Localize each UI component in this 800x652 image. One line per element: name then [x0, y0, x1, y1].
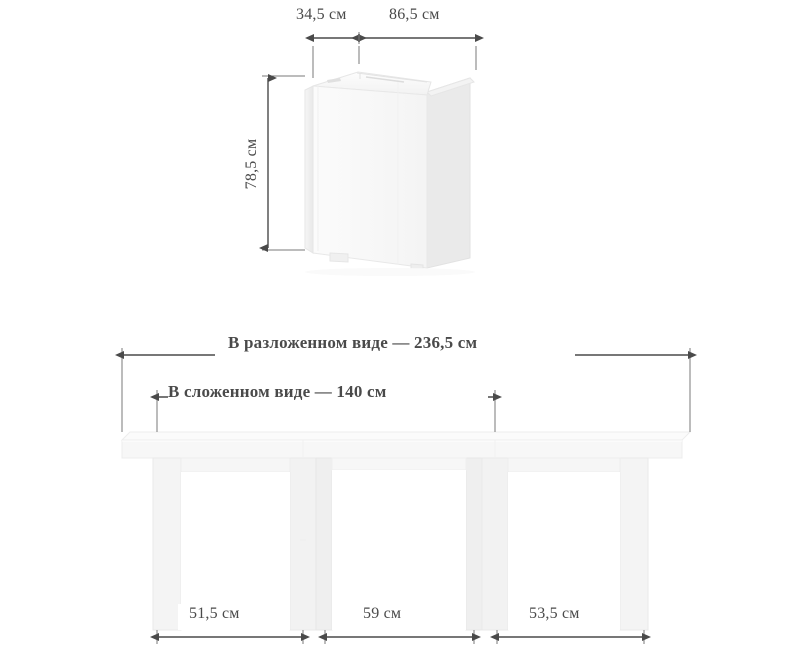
dim-label-segment-left: 51,5 см — [189, 605, 240, 622]
unfolded-table-illustration — [122, 432, 690, 630]
top-dimension-lines — [313, 32, 476, 78]
dim-label-folded: В сложенном виде — 140 см — [168, 382, 387, 401]
dim-label-width-right: 86,5 см — [389, 6, 440, 23]
folded-table-illustration — [305, 72, 475, 276]
dim-label-height: 78,5 см — [243, 138, 260, 190]
dim-label-segment-center: 59 см — [363, 605, 402, 622]
dim-label-width-left: 34,5 см — [296, 6, 347, 23]
height-dimension-line — [262, 76, 305, 250]
dim-label-segment-right: 53,5 см — [529, 605, 580, 622]
dim-label-unfolded: В разложенном виде — 236,5 см — [228, 333, 478, 352]
